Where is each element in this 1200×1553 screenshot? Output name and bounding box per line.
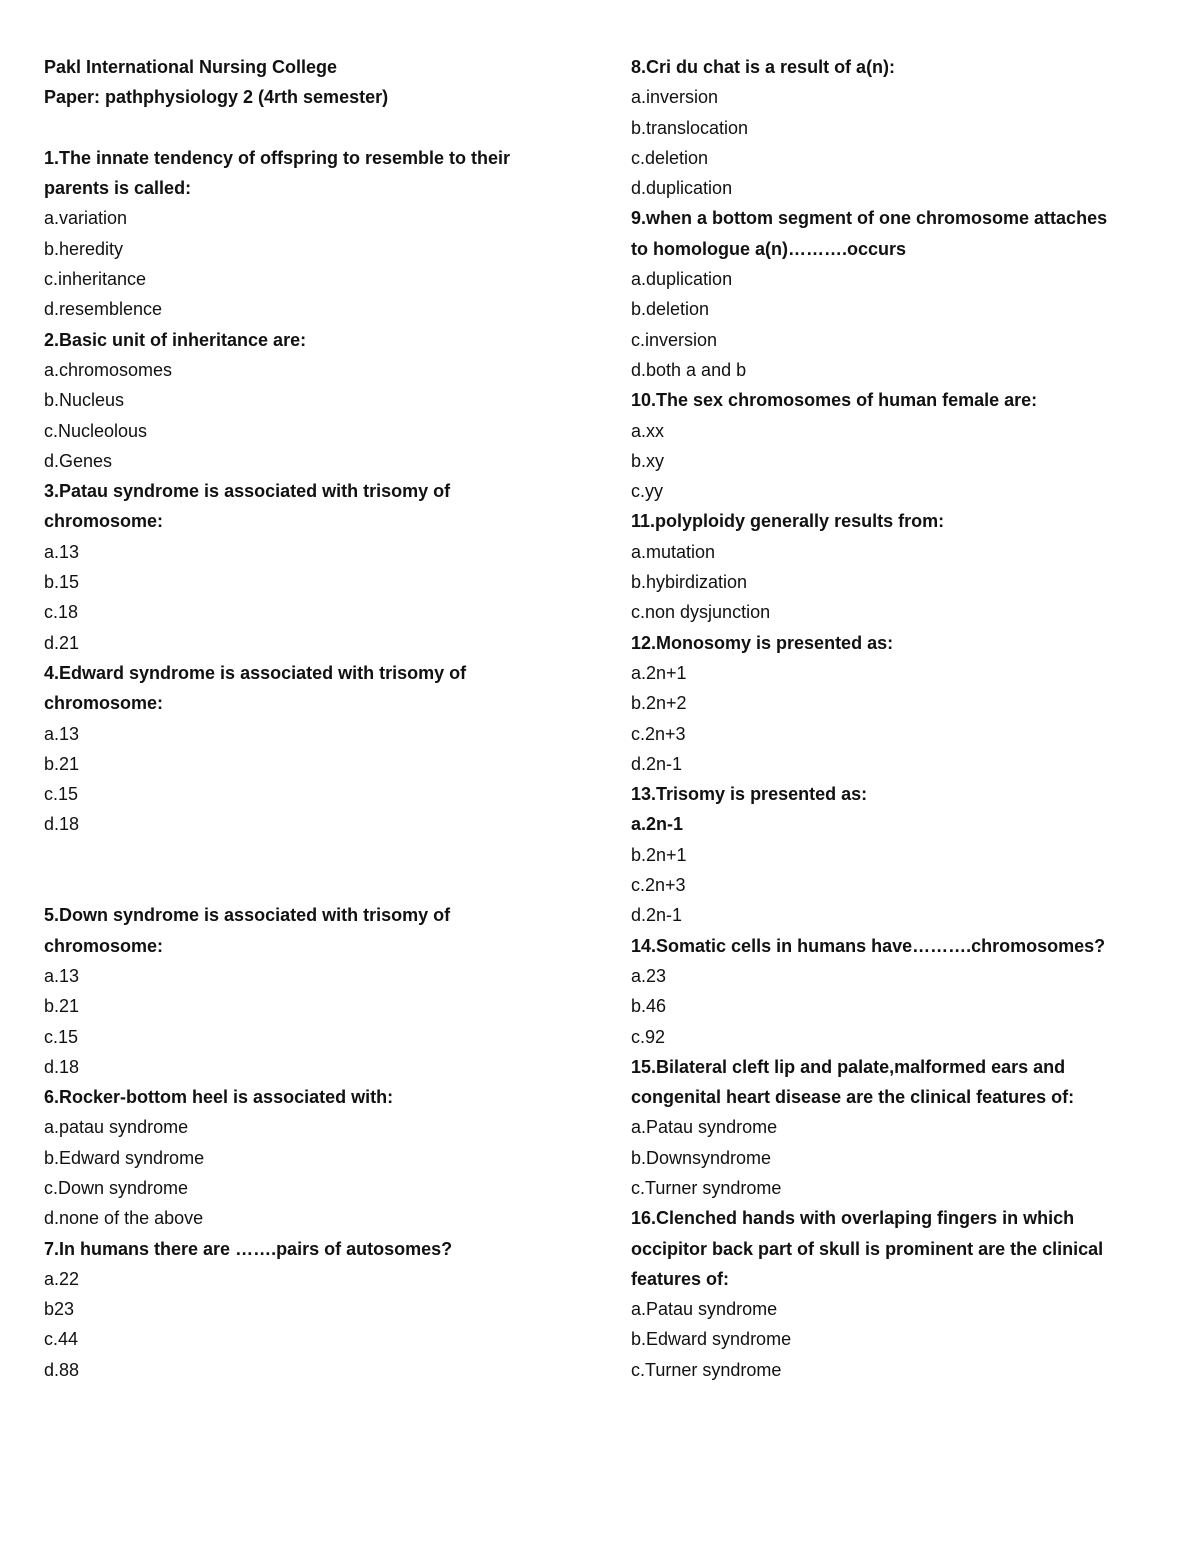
answer-option: b23 <box>44 1299 75 1320</box>
question-block-11 <box>631 506 1171 627</box>
question-text: to homologue a(n)……….occurs <box>631 238 907 259</box>
answer-option: b.Nucleus <box>44 390 125 411</box>
answer-option: a.13 <box>44 541 80 562</box>
paper-title: Paper: pathphysiology 2 (4rth semester) <box>44 87 389 108</box>
answer-option: d.resemblence <box>44 299 163 320</box>
question-block-4 <box>44 658 604 840</box>
answer-option: c.non dysjunction <box>631 602 771 623</box>
question-text: parents is called: <box>44 178 192 199</box>
question-block-2 <box>44 325 604 476</box>
answer-option: b.21 <box>44 996 80 1017</box>
question-text: 14.Somatic cells in humans have……….chromosomes? <box>631 935 1106 956</box>
question-block-13 <box>631 779 1171 930</box>
right-column <box>631 52 1171 1385</box>
question-block-6 <box>44 1082 604 1233</box>
answer-option: d.88 <box>44 1359 80 1380</box>
answer-option: c.yy <box>631 481 664 502</box>
answer-option-highlighted: a.2n-1 <box>631 814 684 835</box>
answer-option: c.Turner syndrome <box>631 1177 782 1198</box>
question-text: 12.Monosomy is presented as: <box>631 632 894 653</box>
answer-option: b.hybirdization <box>631 572 748 593</box>
question-block-3 <box>44 476 604 658</box>
spacer <box>44 840 604 870</box>
answer-option: a.13 <box>44 723 80 744</box>
question-block-10 <box>631 385 1171 506</box>
question-block-14 <box>631 931 1171 1052</box>
answer-option: d.2n-1 <box>631 905 683 926</box>
answer-option: a.patau syndrome <box>44 1117 189 1138</box>
answer-option: a.inversion <box>631 87 719 108</box>
answer-option: b.Downsyndrome <box>631 1147 772 1168</box>
question-text: 8.Cri du chat is a result of a(n): <box>631 57 896 77</box>
question-text: 13.Trisomy is presented as: <box>631 784 868 805</box>
question-text: 11.polyploidy generally results from: <box>631 511 945 532</box>
question-text: 7.In humans there are …….pairs of autosomes? <box>44 1238 453 1259</box>
answer-option: b.46 <box>631 996 667 1017</box>
answer-option: b.2n+2 <box>631 693 687 714</box>
question-block-5 <box>44 900 604 1082</box>
answer-option: b.xy <box>631 450 665 471</box>
answer-option: d.both a and b <box>631 359 747 380</box>
question-text: 10.The sex chromosomes of human female are: <box>631 390 1038 411</box>
question-block-15 <box>631 1052 1171 1203</box>
answer-option: d.21 <box>44 632 80 653</box>
answer-option: c.inheritance <box>44 269 147 290</box>
question-text: congenital heart disease are the clinical features of: <box>631 1087 1075 1108</box>
answer-option: d.Genes <box>44 450 113 471</box>
answer-option: a.mutation <box>631 541 716 562</box>
question-text: 1.The innate tendency of offspring to resemble to their <box>44 147 511 168</box>
answer-option: b.21 <box>44 753 80 774</box>
question-text: 4.Edward syndrome is associated with trisomy of <box>44 662 467 683</box>
question-block-7 <box>44 1234 604 1385</box>
answer-option: d.18 <box>44 1056 80 1077</box>
answer-option: b.translocation <box>631 117 749 138</box>
answer-option: b.heredity <box>44 238 124 259</box>
answer-option: a.Patau syndrome <box>631 1117 778 1138</box>
answer-option: d.duplication <box>631 178 733 199</box>
answer-option: c.inversion <box>631 329 718 350</box>
question-text: occipitor back part of skull is prominent are the clinical <box>631 1238 1104 1259</box>
left-column <box>44 52 604 1385</box>
answer-option: c.2n+3 <box>631 875 686 896</box>
answer-option: a.chromosomes <box>44 359 173 380</box>
answer-option: c.92 <box>631 1026 666 1047</box>
answer-option: d.none of the above <box>44 1208 204 1229</box>
question-block-12 <box>631 628 1171 779</box>
spacer <box>44 870 604 900</box>
college-name: Pakl International Nursing College <box>44 57 338 77</box>
answer-option: c.Turner syndrome <box>631 1359 782 1380</box>
question-text: 3.Patau syndrome is associated with trisomy of <box>44 481 451 502</box>
question-block-8 <box>631 52 1171 203</box>
answer-option: c.2n+3 <box>631 723 686 744</box>
question-block-1 <box>44 143 604 325</box>
answer-option: a.2n+1 <box>631 662 687 683</box>
answer-option: d.2n-1 <box>631 753 683 774</box>
answer-option: b.2n+1 <box>631 844 687 865</box>
answer-option: a.variation <box>44 208 128 229</box>
answer-option: c.18 <box>44 602 79 623</box>
answer-option: b.deletion <box>631 299 710 320</box>
question-text: 16.Clenched hands with overlaping fingers in which <box>631 1208 1075 1229</box>
answer-option: c.Nucleolous <box>44 420 148 441</box>
question-text: chromosome: <box>44 935 164 956</box>
question-text: 6.Rocker-bottom heel is associated with: <box>44 1087 394 1108</box>
question-block-9 <box>631 203 1171 385</box>
spacer <box>44 113 604 143</box>
answer-option: c.44 <box>44 1329 79 1350</box>
question-block-16 <box>631 1203 1171 1385</box>
question-text: 9.when a bottom segment of one chromosome attaches <box>631 208 1108 229</box>
question-text: chromosome: <box>44 693 164 714</box>
answer-option: b.Edward syndrome <box>44 1147 205 1168</box>
answer-option: a.duplication <box>631 269 733 290</box>
question-text: features of: <box>631 1268 730 1289</box>
answer-option: a.13 <box>44 965 80 986</box>
answer-option: a.xx <box>631 420 665 441</box>
answer-option: c.deletion <box>631 147 709 168</box>
question-text: chromosome: <box>44 511 164 532</box>
answer-option: b.15 <box>44 572 80 593</box>
answer-option: d.18 <box>44 814 80 835</box>
answer-option: a.Patau syndrome <box>631 1299 778 1320</box>
answer-option: b.Edward syndrome <box>631 1329 792 1350</box>
answer-option: c.15 <box>44 1026 79 1047</box>
answer-option: c.Down syndrome <box>44 1177 189 1198</box>
question-text: 2.Basic unit of inheritance are: <box>44 329 307 350</box>
answer-option: a.22 <box>44 1268 80 1289</box>
answer-option: a.23 <box>631 965 667 986</box>
question-text: 15.Bilateral cleft lip and palate,malformed ears and <box>631 1056 1066 1077</box>
answer-option: c.15 <box>44 784 79 805</box>
question-text: 5.Down syndrome is associated with trisomy of <box>44 905 451 926</box>
